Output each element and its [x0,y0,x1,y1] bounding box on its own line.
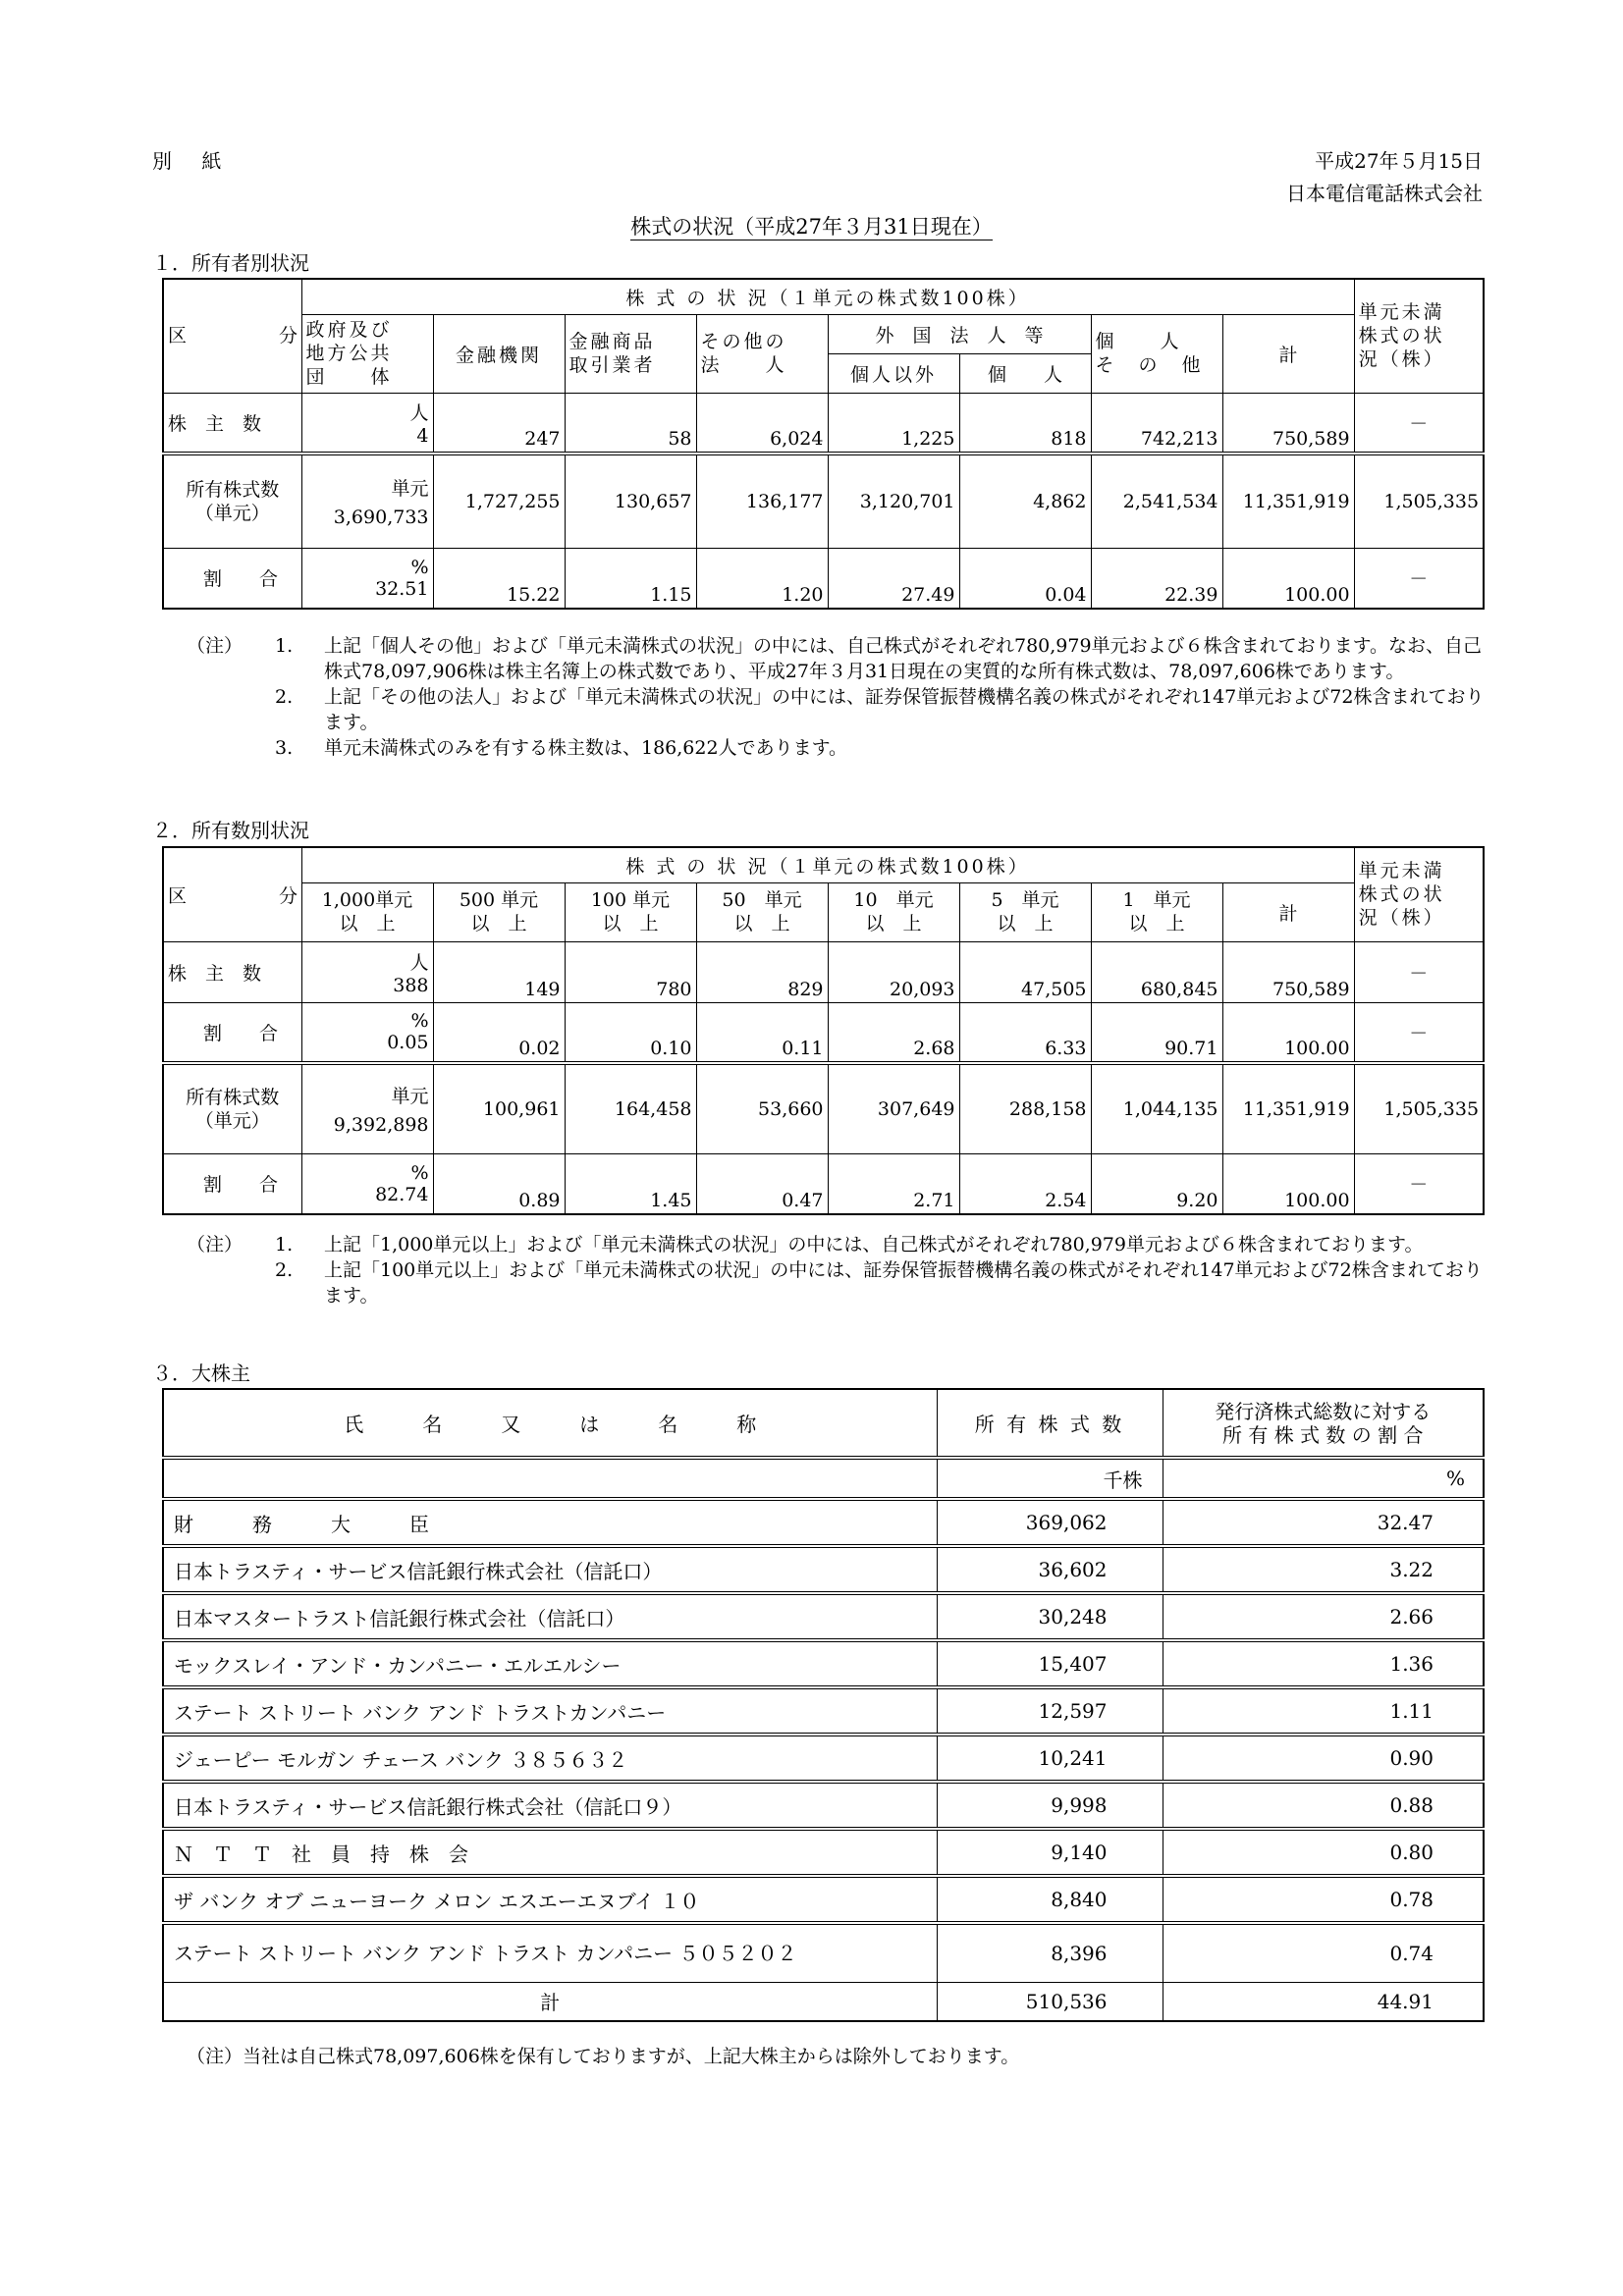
attachment-label: 別 紙 [152,149,234,173]
shareholder-name: 日本マスタートラスト信託銀行株式会社（信託口） [163,1593,937,1640]
shareholder-name: ザ バンク オブ ニューヨーク メロン エスエーエヌブイ １０ [163,1876,937,1923]
col-kubun: 区 分 [163,847,301,941]
section2-heading: ２．所有数別状況 [152,819,309,842]
section2-notes [187,1232,1492,1308]
col-shares: 所 有 株 式 数 [937,1389,1163,1458]
header-right [1080,145,1483,210]
section3-heading: ３．大株主 [152,1362,250,1385]
row-label: 割 合 [163,1002,301,1063]
table-row: 財 務 大 臣 369,062 32.47 [163,1499,1484,1546]
col-1: 1 単元 以 上 [1091,882,1222,941]
col-name: 氏 名 又 は 名 称 [163,1389,937,1458]
shareholder-name: モックスレイ・アンド・カンパニー・エルエルシー [163,1640,937,1687]
row-label: 株 主 数 [163,393,301,454]
table-row: 割 合 % 0.05 0.02 0.10 0.11 2.68 6.33 90.71 100.00 － [163,1002,1484,1063]
row-label: 所有株式数 （単元） [163,454,301,548]
company-name: 日本電信電話株式会社 [1286,182,1483,205]
col-individual: 個 人 そ の 他 [1091,314,1222,393]
shareholder-name: Ｎ Ｔ Ｔ 社 員 持 株 会 [163,1829,937,1876]
col-fractional: 単元未満 株式の状 況（株） [1354,279,1484,393]
shareholder-name: ジェーピー モルガン チェース バンク ３８５６３２ [163,1735,937,1782]
col-foreign-nonind: 個人以外 [828,353,959,393]
shareholder-name: ステート ストリート バンク アンド トラストカンパニー [163,1687,937,1735]
ownership-type-table [162,278,1485,610]
table-row: ステート ストリート バンク アンド トラスト カンパニー ５０５２０２ 8,396 0.74 [163,1923,1484,1982]
table-row: 割 合 % 32.51 15.22 1.15 1.20 27.49 0.04 22.39 100.00 － [163,548,1484,609]
col-10: 10 単元 以 上 [828,882,959,941]
note-item: 2. 上記「100単元以上」および「単元未満株式の状況」の中には、証券保管振替機構名義の株式がそれぞれ147単元および72株含まれております。 [275,1259,1483,1307]
section3-note: （注）当社は自己株式78,097,606株を保有しておりますが、上記大株主からは除外しております。 [187,2046,1020,2067]
table-row: モックスレイ・アンド・カンパニー・エルエルシー 15,407 1.36 [163,1640,1484,1687]
table-row: ステート ストリート バンク アンド トラストカンパニー 12,597 1.11 [163,1687,1484,1735]
row-label: 割 合 [163,1153,301,1214]
table-row: 株 主 数 人 4 247 58 6,024 1,225 818 742,213 750,589 － [163,393,1484,454]
table-row: 所有株式数 （単元） 単元 9,392,898 100,961 164,458 53,660 307,649 288,158 1,044,135 11,351,919 1,505,335 [163,1063,1484,1153]
shareholder-name: 財 務 大 臣 [163,1499,937,1546]
col-1000: 1,000単元 以 上 [301,882,433,941]
col-total: 計 [1222,314,1354,393]
page-title: 株式の状況（平成27年３月31日現在） [630,215,993,239]
col-kubun: 区 分 [163,279,301,393]
table-row: 株 主 数 人 388 149 780 829 20,093 47,505 680,845 750,589 － [163,941,1484,1002]
row-label: 所有株式数 （単元） [163,1063,301,1153]
table-row: ジェーピー モルガン チェース バンク ３８５６３２ 10,241 0.90 [163,1735,1484,1782]
shareholder-name: ステート ストリート バンク アンド トラスト カンパニー ５０５２０２ [163,1923,937,1982]
col-broker: 金融商品 取引業者 [565,314,696,393]
major-shareholders-table [162,1388,1485,2022]
col-other-corp: その他の 法 人 [696,314,828,393]
note-item: （注） 1. 上記「1,000単元以上」および「単元未満株式の状況」の中には、自己株式がそれぞれ780,979単元および６株含まれております。 [187,1234,1424,1255]
group-header: 株 式 の 状 況（１単元の株式数100株） [301,847,1354,882]
shareholder-rows: 千株 % 財 務 大 臣 369,062 32.47 日本トラスティ・サービス信託銀行株式会社（信託口） 36,602 3.22 日本マスタートラスト信託銀行株式会社（信託口） 30,248 2.66 モックスレイ・アンド・カンパニー・エルエルシー 15,407 1.36 ステート ストリート バンク アンド トラストカンパニー 12,597 1.11 ジェーピー モルガン チェース バンク ３８５６３２ 10,241 0.90 日本トラスティ・サービス信託銀行株式会社（信託口９） 9,998 0.88 Ｎ Ｔ Ｔ 社 員 持 株 会 9,140 0.80 ザ バンク オブ ニューヨーク メロン エスエーエヌブイ １０ 8,840 0.78 ステート ストリート バンク アンド トラスト カンパニー ５０５２０２ 8,396 0.74 [163,1458,1484,1982]
total-row: 計 510,536 44.91 [163,1982,1484,2021]
table-row: 割 合 % 82.74 0.89 1.45 0.47 2.71 2.54 9.20 100.00 － [163,1153,1484,1214]
group-header: 株 式 の 状 況（１単元の株式数100株） [301,279,1354,314]
table-row: 日本マスタートラスト信託銀行株式会社（信託口） 30,248 2.66 [163,1593,1484,1640]
col-5: 5 単元 以 上 [959,882,1091,941]
col-ratio: 発行済株式総数に対する 所 有 株 式 数 の 割 合 [1163,1389,1484,1458]
table-row: Ｎ Ｔ Ｔ 社 員 持 株 会 9,140 0.80 [163,1829,1484,1876]
col-500: 500 単元 以 上 [433,882,565,941]
document-date: 平成27年５月15日 [1315,149,1483,173]
col-gov: 政府及び 地方公共 団 体 [301,314,433,393]
note-item: 3. 単元未満株式のみを有する株主数は、186,622人であります。 [275,737,848,759]
col-50: 50 単元 以 上 [696,882,828,941]
table-row: 日本トラスティ・サービス信託銀行株式会社（信託口９） 9,998 0.88 [163,1782,1484,1829]
col-100: 100 単元 以 上 [565,882,696,941]
section1-notes [187,633,1492,761]
shareholder-name: 日本トラスティ・サービス信託銀行株式会社（信託口） [163,1546,937,1593]
note-item: （注） 1. 上記「個人その他」および「単元未満株式の状況」の中には、自己株式がそれぞれ780,979単元および６株含まれております。なお、自己株式78,097,906株は株主名簿上の株式数であり、平成27年３月31日現在の実質的な所有株式数は、78,097,606株であります。 [187,635,1483,682]
row-label: 割 合 [163,548,301,609]
col-fin: 金融機関 [433,314,565,393]
table-row: 日本トラスティ・サービス信託銀行株式会社（信託口） 36,602 3.22 [163,1546,1484,1593]
col-foreign: 外 国 法 人 等 [828,314,1091,353]
holding-size-table [162,846,1485,1215]
col-fractional: 単元未満 株式の状 況（株） [1354,847,1484,941]
col-foreign-ind: 個 人 [959,353,1091,393]
col-total: 計 [1222,882,1354,941]
shareholder-name: 日本トラスティ・サービス信託銀行株式会社（信託口９） [163,1782,937,1829]
section1-heading: １．所有者別状況 [152,251,309,275]
note-item: 2. 上記「その他の法人」および「単元未満株式の状況」の中には、証券保管振替機構名義の株式がそれぞれ147単元および72株含まれております。 [275,686,1485,733]
table-row: ザ バンク オブ ニューヨーク メロン エスエーエヌブイ １０ 8,840 0.78 [163,1876,1484,1923]
table-row: 所有株式数 （単元） 単元 3,690,733 1,727,255 130,657 136,177 3,120,701 4,862 2,541,534 11,351,919 1,505,335 [163,454,1484,548]
row-label: 株 主 数 [163,941,301,1002]
